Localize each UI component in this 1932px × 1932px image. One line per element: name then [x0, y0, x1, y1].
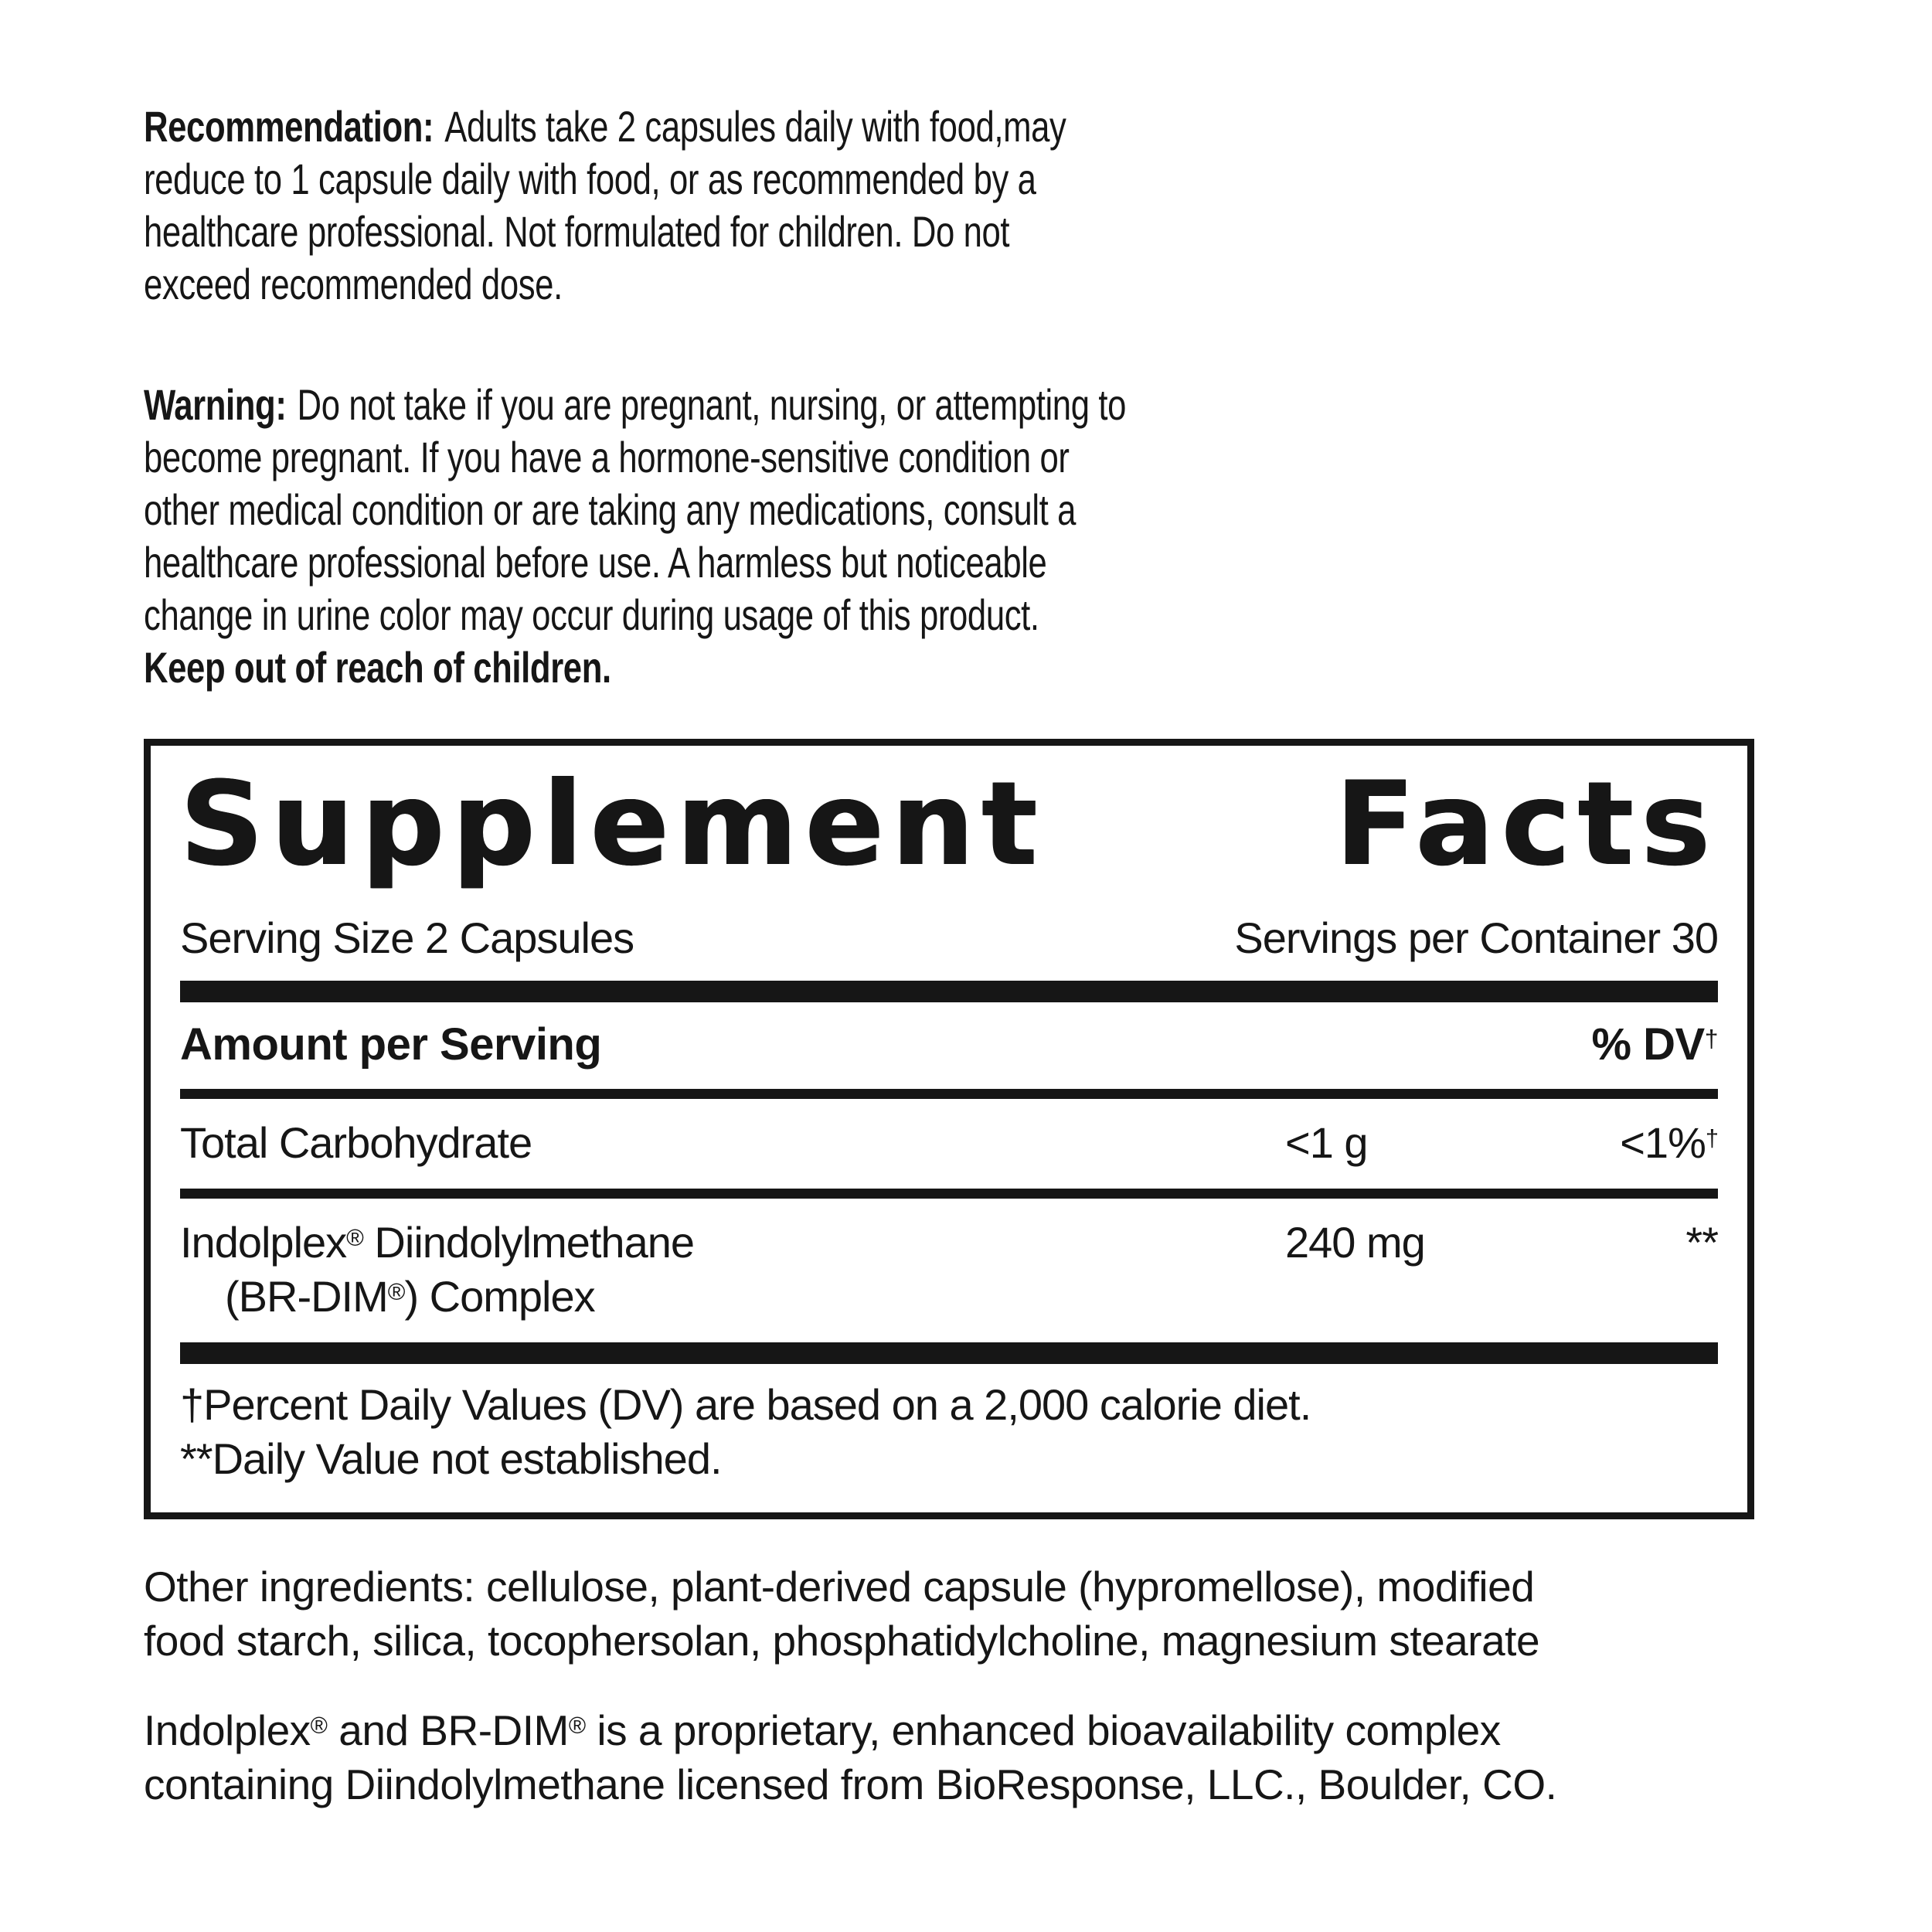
nutrient-row-indolplex	[180, 1199, 1718, 1342]
nutrient-dv: **	[1685, 1218, 1718, 1267]
text-line: change in urine color may occur during usage of this product.	[144, 590, 1039, 639]
serving-size: Serving Size 2 Capsules	[180, 913, 634, 962]
text-line: containing Diindolylmethane licensed from BioResponse, LLC., Boulder, CO.	[144, 1760, 1557, 1808]
text-line: reduce to 1 capsule daily with food, or as recommended by a	[144, 155, 1036, 203]
supplement-facts-panel	[144, 739, 1754, 1519]
nutrient-name-line1: Indolplex® Diindolylmethane	[180, 1218, 695, 1267]
nutrient-name-line2: (BR-DIM®) Complex	[225, 1272, 595, 1321]
warning-line: Do not take if you are pregnant, nursing, or attempting to	[297, 380, 1126, 429]
nutrient-amount: <1 g	[1285, 1118, 1368, 1167]
recommendation-text	[144, 100, 1478, 311]
nutrient-dv: <1%†	[1620, 1118, 1718, 1167]
text-line	[144, 379, 1478, 431]
text-line	[144, 100, 1478, 153]
nutrient-name	[180, 1216, 1285, 1324]
footnote-dv: †Percent Daily Values (DV) are based on a 2,000 calorie diet.	[180, 1380, 1311, 1429]
percent-dv-header: % DV†	[1591, 1019, 1718, 1070]
nutrient-amount: 240 mg	[1285, 1218, 1425, 1267]
warning-label: Warning:	[144, 380, 287, 429]
text-line: other medical condition or are taking any medications, consult a	[144, 485, 1077, 534]
footnotes	[180, 1364, 1718, 1486]
text-line: healthcare professional. Not formulated for children. Do not	[144, 207, 1010, 256]
divider-thin	[180, 1089, 1718, 1099]
text-line: healthcare professional before use. A harmless but noticeable	[144, 538, 1047, 587]
warning-text	[144, 379, 1478, 694]
trademark-note	[144, 1703, 1855, 1811]
title-word-facts: Facts	[1335, 757, 1718, 892]
text-line: food starch, silica, tocophersolan, phosphatidylcholine, magnesium stearate	[144, 1617, 1540, 1665]
nutrient-row-total-carbohydrate	[180, 1099, 1718, 1189]
amount-per-serving-header: Amount per Serving	[180, 1019, 602, 1070]
recommendation-line: Adults take 2 capsules daily with food,may	[444, 102, 1066, 151]
text-line: Other ingredients: cellulose, plant-derived capsule (hypromellose), modified	[144, 1563, 1535, 1611]
other-ingredients-text	[144, 1560, 1855, 1668]
title-word-supplement: Supplement	[180, 757, 1046, 892]
divider-thin	[180, 1189, 1718, 1199]
servings-per-container: Servings per Container 30	[1234, 913, 1718, 962]
text-line: exceed recommended dose.	[144, 260, 563, 308]
nutrient-name: Total Carbohydrate	[180, 1118, 532, 1167]
text-line: Indolplex® and BR-DIM® is a proprietary, enhanced bioavailability complex	[144, 1706, 1501, 1754]
serving-row	[180, 913, 1718, 964]
footnote-daily-value: **Daily Value not established.	[180, 1434, 722, 1483]
amount-header-row	[180, 1002, 1718, 1089]
divider-thick	[180, 1342, 1718, 1364]
supplement-facts-title	[180, 757, 1718, 892]
recommendation-label: Recommendation:	[144, 102, 434, 151]
keep-out-of-reach-text: Keep out of reach of children.	[144, 643, 611, 692]
divider-thick	[180, 981, 1718, 1002]
text-line: become pregnant. If you have a hormone-sensitive condition or	[144, 433, 1070, 481]
